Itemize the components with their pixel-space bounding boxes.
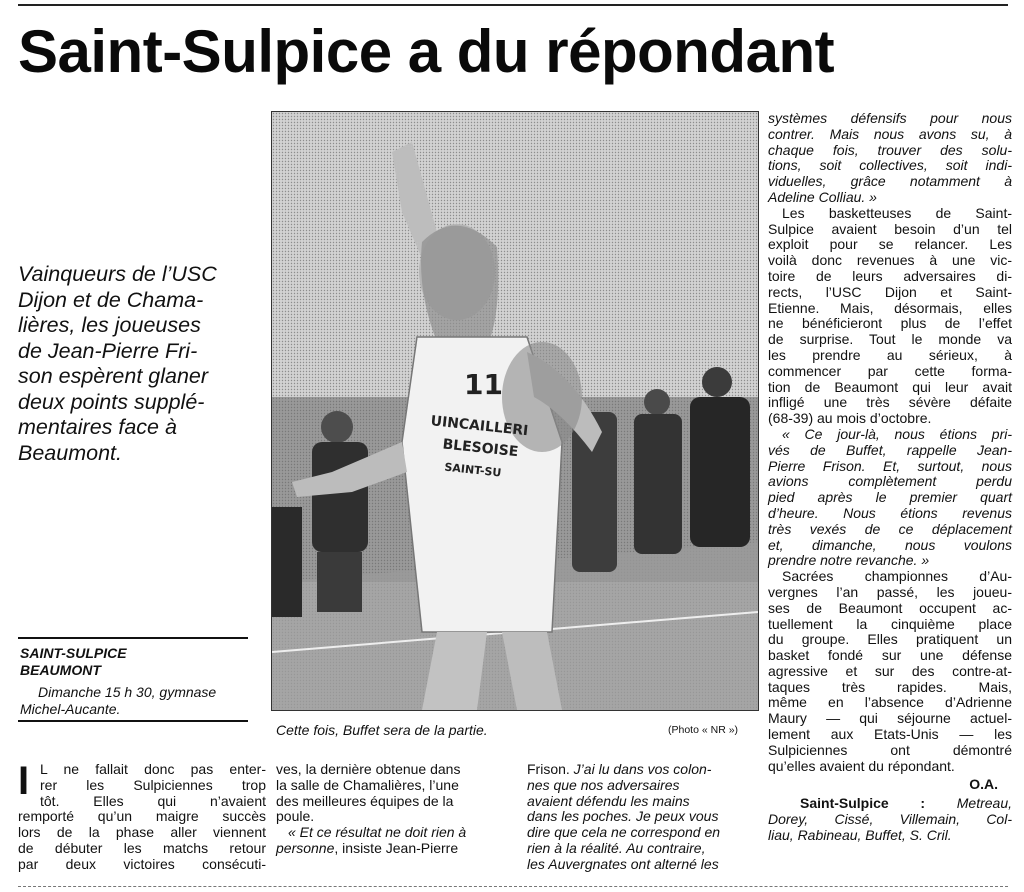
lede-line: deux points supplé-: [18, 389, 205, 414]
text-line: L ne fallait donc pas enter-: [40, 761, 266, 777]
text-line: chaque fois, trouver des solu-: [768, 141, 1012, 158]
text-line: Les basketteuses de Saint-: [782, 204, 1012, 221]
text-line: dire que cela ne correspond en: [527, 824, 721, 841]
drop-cap: I: [18, 759, 30, 803]
text-line: la salle de Chamalières, l’une: [276, 776, 459, 793]
text-line: lement aux Etats-Unis — les: [768, 726, 1012, 743]
text-line: très vexés de ce déplacement: [768, 520, 1012, 537]
fixture-venue-line: Dimanche 15 h 30, gymnase: [38, 684, 217, 700]
top-rule: [18, 4, 1008, 6]
fixture-away-team: BEAUMONT: [20, 662, 101, 678]
text-line: viduelles, grâce notamment à: [768, 173, 1012, 190]
text-line: du groupe. Elles pratiquent un: [768, 631, 1012, 648]
lede-line: Dijon et de Chama-: [18, 287, 204, 312]
text-line: et, dimanche, nous voulons: [768, 536, 1012, 553]
text-line: rien à la réalité. Au contraire,: [527, 839, 706, 856]
photo-credit: (Photo « NR »): [668, 724, 739, 736]
text-line: contrer. Mais nous avons su, à: [768, 125, 1012, 142]
text-line: toire de leurs adversaires di-: [768, 267, 1012, 284]
text-line: rects, l’USC Dijon et Saint-: [768, 283, 1012, 300]
text-line: voilà donc revenues à une vic-: [768, 252, 1012, 269]
fixture-bottom-rule: [18, 720, 248, 722]
text-line: d’heure. Nous étions revenus: [768, 504, 1012, 521]
jersey-sponsor-line: SAINT-SU: [443, 460, 502, 480]
fixture-title: [20, 645, 250, 679]
text-line: agressive et sur des contre-at-: [768, 662, 1012, 679]
text-line: qu’elles avaient du répondant.: [768, 757, 955, 774]
fixture-home-team: SAINT-SULPICE: [20, 645, 127, 661]
right-column: [768, 111, 1012, 844]
lede-line: lières, les joueuses: [18, 313, 201, 337]
text-line: (68-39) au mois d’octobre.: [768, 410, 932, 427]
text-line: dans les poches. Je peux vous: [527, 808, 719, 825]
text-line: vés de Buffet, rappelle Jean-: [768, 441, 1012, 458]
text-line: Adeline Colliau. »: [768, 188, 877, 205]
team-label: Saint-Sulpice :: [800, 795, 926, 812]
jersey-sponsor-line: UINCAILLERI: [429, 413, 529, 440]
bottom-cut-line: [18, 886, 1008, 888]
text-line: infligé une très sévère défaite: [768, 394, 1012, 411]
text-line: Sacrées championnes d’Au-: [782, 568, 1012, 585]
text-line: les Auvergnates ont alterné les: [527, 855, 719, 872]
lede-line: mentaires face à: [18, 415, 177, 439]
body-column-3: [527, 762, 755, 873]
body-column-2: [276, 762, 504, 857]
text-line: commencer par cette forma-: [768, 362, 1012, 379]
text-line: ne bénéficieront plus de l’effet: [768, 315, 1012, 332]
text-line: basket fondé sur une défense: [768, 647, 1012, 664]
text-line: de débuter les matchs retour: [18, 839, 266, 856]
text-line: tions, soit collectives, soit indi-: [768, 157, 1012, 174]
team-line: [768, 796, 1012, 812]
text-line: tion de Beaumont qui leur avait: [768, 378, 1012, 395]
team-lineup: [768, 796, 1012, 843]
text-line: Etienne. Mais, désormais, elles: [768, 299, 1012, 316]
lede-line: Beaumont.: [18, 440, 122, 465]
author-signature: O.A.: [969, 776, 998, 793]
text-line: personne, insiste Jean-Pierre: [276, 839, 459, 856]
text-line: tôt. Elles qui n’avaient: [40, 792, 266, 809]
team-line: liau, Rabineau, Buffet, S. Cril.: [768, 826, 952, 843]
photo-illustration: [272, 112, 758, 710]
photo-caption: Cette fois, Buffet sera de la partie.: [276, 722, 488, 738]
text-line: nes que nos adversaires: [527, 776, 680, 793]
jersey-number: 11: [464, 368, 503, 401]
text-line: rer les Sulpiciennes trop: [40, 776, 266, 793]
team-line: Dorey, Cissé, Villemain, Col-: [768, 811, 1012, 828]
jersey-sponsor-line: BLESOISE: [441, 436, 520, 461]
text-line: poule.: [276, 808, 315, 825]
text-line: Maury — qui séjourne actuel-: [768, 710, 1012, 727]
text-line: prendre notre revanche. »: [768, 552, 930, 569]
text-line: même en l’absence d’Adrienne: [768, 694, 1012, 711]
text-line: tuellement la cinquième place: [768, 615, 1012, 632]
body-column-1: [18, 759, 266, 873]
text-line: lors de la phase aller viennent: [18, 824, 266, 841]
text-line: pied après le premier quart: [768, 489, 1012, 506]
text-line: « Ce jour-là, nous étions pri-: [782, 425, 1012, 442]
text-line: taques très rapides. Mais,: [768, 678, 1012, 695]
text-line: Pierre Frison. Et, surtout, nous: [768, 457, 1012, 474]
text-line: par deux victoires consécuti-: [18, 855, 266, 872]
text-line: avions complètement perdu: [768, 473, 1012, 490]
lede-line: Vainqueurs de l’USC: [18, 262, 217, 286]
text-line: de surprise. Tout le monde va: [768, 331, 1012, 348]
text-line: des meilleures équipes de la: [276, 792, 454, 809]
text-line: avaient défendu les mains: [527, 792, 690, 809]
text-line: Frison. J’ai lu dans vos colon-: [527, 761, 712, 777]
text-line: Sulpice avaient besoin d’un tel: [768, 220, 1012, 237]
team-players: Metreau,: [956, 795, 1012, 812]
lede-line: son espèrent glaner: [18, 364, 209, 388]
text-line: systèmes défensifs pour nous: [768, 110, 1012, 126]
text-line: exploit pour se relancer. Les: [768, 236, 1012, 253]
text-line: remporté qu’un maigre succès: [18, 808, 266, 825]
fixture-venue: [20, 684, 260, 718]
fixture-venue-line: Michel-Aucante.: [20, 701, 121, 717]
text-line: vergnes l’an passé, les joueu-: [768, 583, 1012, 600]
headline: Saint-Sulpice a du répondant: [18, 18, 835, 85]
player-photo: [271, 111, 759, 711]
fixture-top-rule: [18, 637, 248, 639]
text-line: ses de Beaumont occupent ac-: [768, 599, 1012, 616]
text-line: les prendre au sérieux, à: [768, 346, 1012, 363]
text-line: « Et ce résultat ne doit rien à: [288, 824, 467, 841]
lede-line: de Jean-Pierre Fri-: [18, 338, 198, 363]
text-line: ves, la dernière obtenue dans: [276, 761, 461, 777]
text-line: Sulpiciennes ont démontré: [768, 741, 1012, 758]
lede: [18, 262, 260, 466]
